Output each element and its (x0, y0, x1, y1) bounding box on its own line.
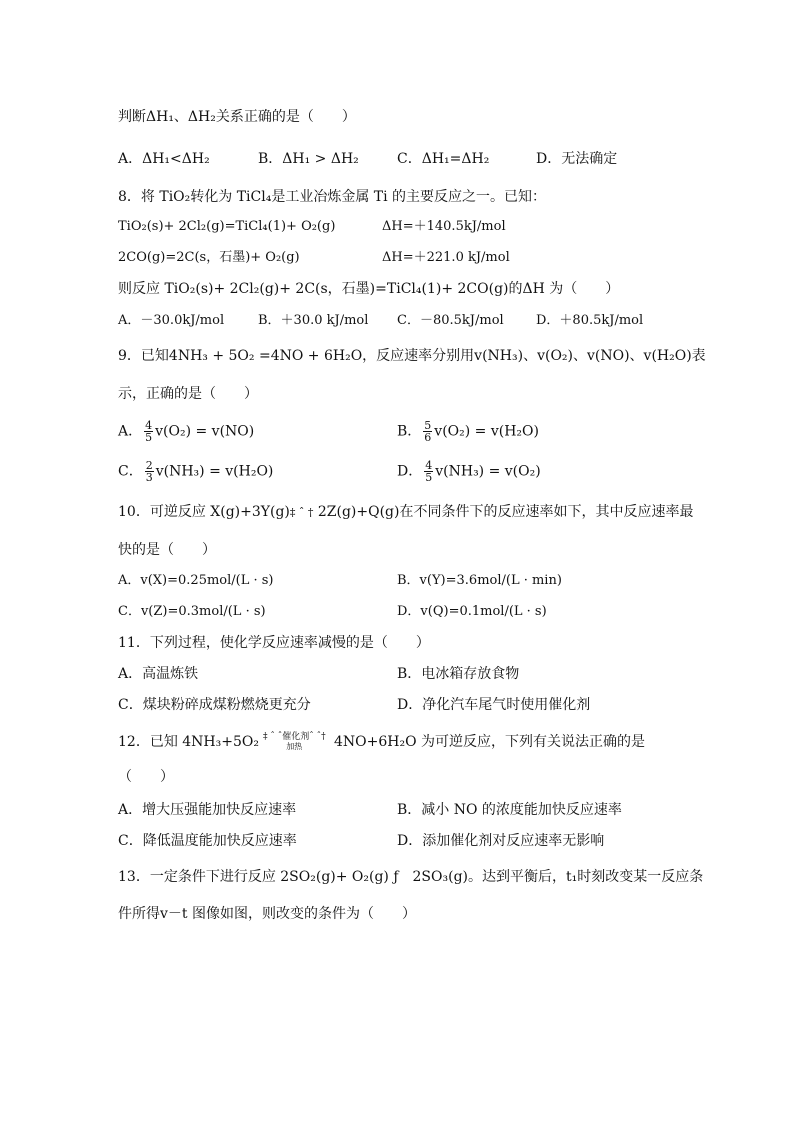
fraction-denominator: 3 (145, 471, 153, 484)
q9-option-a-label: A． (118, 423, 143, 440)
q8-option-a: A．－30.0kJ/mol (118, 313, 225, 328)
q9-option-d-expr: v(NH₃) = v(O₂) (435, 463, 541, 480)
q9-option-c-label: C． (118, 463, 143, 480)
q10-stem-part-2: 2Z(g)+Q(g)在不同条件下的反应速率如下，其中反应速率最 (313, 504, 694, 520)
q8-enthalpy-2: ΔH=＋221.0 kJ/mol (382, 250, 510, 265)
q13-stem: 13．一定条件下进行反应 2SO₂(g)+ O₂(g) ƒ 2SO₃(g)。达到平衡后，t₁时刻改变某一反应条 (118, 869, 704, 885)
fraction-numerator: 4 (425, 459, 433, 472)
q10-option-b: B．v(Y)=3.6mol/(L · min) (397, 573, 562, 588)
q9-option-c-fraction (145, 460, 154, 483)
q11-option-a: A．高温炼铁 (118, 666, 199, 682)
q9-option-a-expr: v(O₂) = v(NO) (155, 423, 255, 440)
q9-option-d-fraction (424, 460, 433, 483)
q12-stem-part-2: 4NO+6H₂O 为可逆反应，下列有关说法正确的是 (329, 734, 646, 750)
q9-option-b-label: B． (397, 423, 422, 440)
q12-stem-part-1: 12．已知 4NH₃+5O₂ (118, 734, 259, 750)
q8-equation-2: 2CO(g)=2C(s，石墨)+ O₂(g) (118, 250, 300, 265)
q8-enthalpy-1: ΔH=＋140.5kJ/mol (382, 219, 506, 234)
q9-option-a-fraction (144, 420, 153, 443)
q7-option-c: C．ΔH₁=ΔH₂ (397, 151, 490, 167)
q7-stem: 判断ΔH₁、ΔH₂关系正确的是（ ） (118, 109, 356, 125)
fraction-numerator: 5 (424, 419, 432, 432)
q8-stem: 8．将 TiO₂转化为 TiCl₄是工业冶炼金属 Ti 的主要反应之一。已知： (118, 189, 547, 205)
q8-option-b: B．＋30.0 kJ/mol (258, 313, 369, 328)
q9-stem-continued: 示，正确的是（ ） (118, 386, 258, 402)
q12-option-c: C．降低温度能加快反应速率 (118, 833, 297, 849)
q11-option-c: C．煤块粉碎成煤粉燃烧更充分 (118, 697, 311, 713)
q12-stem-continued: （ ） (118, 769, 174, 785)
q9-option-c-expr: v(NH₃) = v(H₂O) (155, 463, 274, 480)
q12-option-b: B．减小 NO 的浓度能加快反应速率 (397, 802, 622, 818)
q8-question: 则反应 TiO₂(s)+ 2Cl₂(g)+ 2C(s，石墨)=TiCl₄(1)+ 2CO(g)的ΔH 为（ ） (118, 281, 620, 297)
fraction-numerator: 4 (145, 419, 153, 432)
catalyst-label: ‡ ˆ ˆ催化剂ˆ ˆ† (262, 732, 326, 742)
q10-stem-continued: 快的是（ ） (118, 542, 216, 558)
q12-option-d: D．添加催化剂对反应速率无影响 (397, 833, 605, 849)
q9-option-c (118, 460, 273, 483)
q8-option-c: C．－80.5kJ/mol (397, 313, 504, 328)
q9-option-d-label: D． (397, 463, 423, 480)
q13-stem-continued: 件所得v－t 图像如图，则改变的条件为（ ） (118, 906, 416, 922)
q9-stem: 9．已知4NH₃ + 5O₂ =4NO + 6H₂O，反应速率分别用v(NH₃)、v(O₂)、v(NO)、v(H₂O)表 (118, 348, 706, 364)
q9-option-b-expr: v(O₂) = v(H₂O) (434, 423, 539, 440)
q10-option-a: A．v(X)=0.25mol/(L · s) (118, 573, 274, 588)
heating-label: 加热 (286, 742, 303, 751)
q9-option-b-fraction (423, 420, 432, 443)
q10-stem-part-1: 10．可逆反应 X(g)+3Y(g) (118, 504, 290, 520)
q9-option-a (118, 420, 254, 443)
q10-stem (118, 503, 693, 522)
q12-stem (118, 733, 645, 751)
q7-option-b: B．ΔH₁ > ΔH₂ (258, 151, 359, 167)
q12-option-a: A．增大压强能加快反应速率 (118, 802, 297, 818)
q10-equilibrium-arrow: ‡ ˆ † (289, 506, 314, 519)
q8-equation-1: TiO₂(s)+ 2Cl₂(g)=TiCl₄(1)+ O₂(g) (118, 219, 336, 234)
q11-stem: 11．下列过程，使化学反应速率减慢的是（ ） (118, 635, 430, 651)
q10-option-c: C．v(Z)=0.3mol/(L · s) (118, 604, 266, 619)
q10-option-d: D．v(Q)=0.1mol/(L · s) (397, 604, 547, 619)
q9-option-b (397, 420, 539, 443)
fraction-denominator: 5 (145, 431, 153, 444)
q9-option-d (397, 460, 541, 483)
fraction-denominator: 5 (425, 471, 433, 484)
fraction-denominator: 6 (424, 431, 432, 444)
fraction-numerator: 2 (145, 459, 153, 472)
q8-option-d: D．＋80.5kJ/mol (536, 313, 644, 328)
q7-option-d: D．无法确定 (536, 151, 618, 167)
q7-option-a: A．ΔH₁<ΔH₂ (118, 151, 210, 167)
q11-option-d: D．净化汽车尾气时使用催化剂 (397, 697, 591, 713)
q12-catalyst-arrow (263, 733, 326, 751)
q11-option-b: B．电冰箱存放食物 (397, 666, 520, 682)
